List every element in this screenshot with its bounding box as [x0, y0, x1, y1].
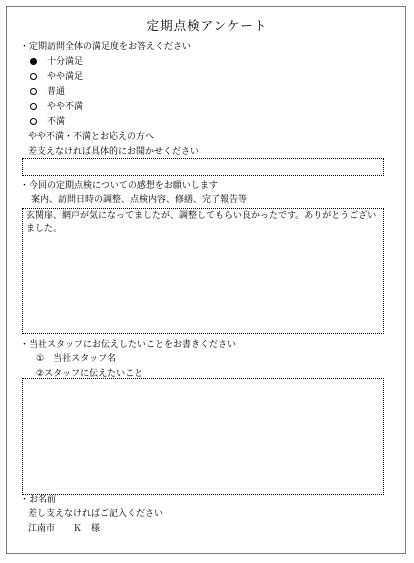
q3-heading: ・当社スタッフにお伝えしたいことをお書きください [20, 340, 237, 350]
q1-option-2[interactable]: やや満足 [30, 72, 83, 83]
q4-heading: ・お名前 [20, 495, 57, 505]
q1-followup-text: やや不満・不満とお応えの方へ [28, 132, 155, 142]
q1-heading: ・定期訪問全体の満足度をお答えください [20, 42, 192, 52]
q1-followup-instruction: 差支えなければ具体的にお聞かせください [28, 147, 200, 157]
radio-empty-icon [30, 73, 37, 80]
q2-subheading: 案内、訪問日時の調整、点検内容、修繕、完了報告等 [31, 195, 248, 205]
q2-heading: ・今回の定期点検についての感想をお願いします [20, 181, 218, 191]
q3-item-staff-name: ① 当社スタッフ名 [36, 354, 117, 364]
page-title: 定期点検アンケート [146, 18, 268, 33]
radio-empty-icon [30, 118, 37, 125]
q2-answer-text: 玄関扉、網戸が気になってましたが、調整してもらい良かったです。ありがとうございました。 [26, 211, 377, 234]
q2-answer-field[interactable] [22, 208, 384, 334]
q1-option-4[interactable]: やや不満 [30, 102, 83, 113]
q1-option-3[interactable]: 普通 [30, 87, 65, 98]
radio-selected-icon [30, 58, 37, 65]
q3-answer-field[interactable] [22, 378, 384, 495]
survey-sheet [6, 6, 406, 554]
q4-subheading: 差し支えなければご記入ください [28, 509, 164, 519]
radio-empty-icon [30, 103, 37, 110]
q3-item-message: ②スタッフに伝えたいこと [36, 369, 144, 379]
q1-option-5[interactable]: 不満 [30, 117, 65, 128]
q1-option-1[interactable]: 十分満足 [30, 57, 83, 68]
radio-empty-icon [30, 88, 37, 95]
q1-answer-field[interactable] [22, 158, 384, 176]
respondent-name: 江南市 Ｋ 様 [28, 524, 101, 534]
